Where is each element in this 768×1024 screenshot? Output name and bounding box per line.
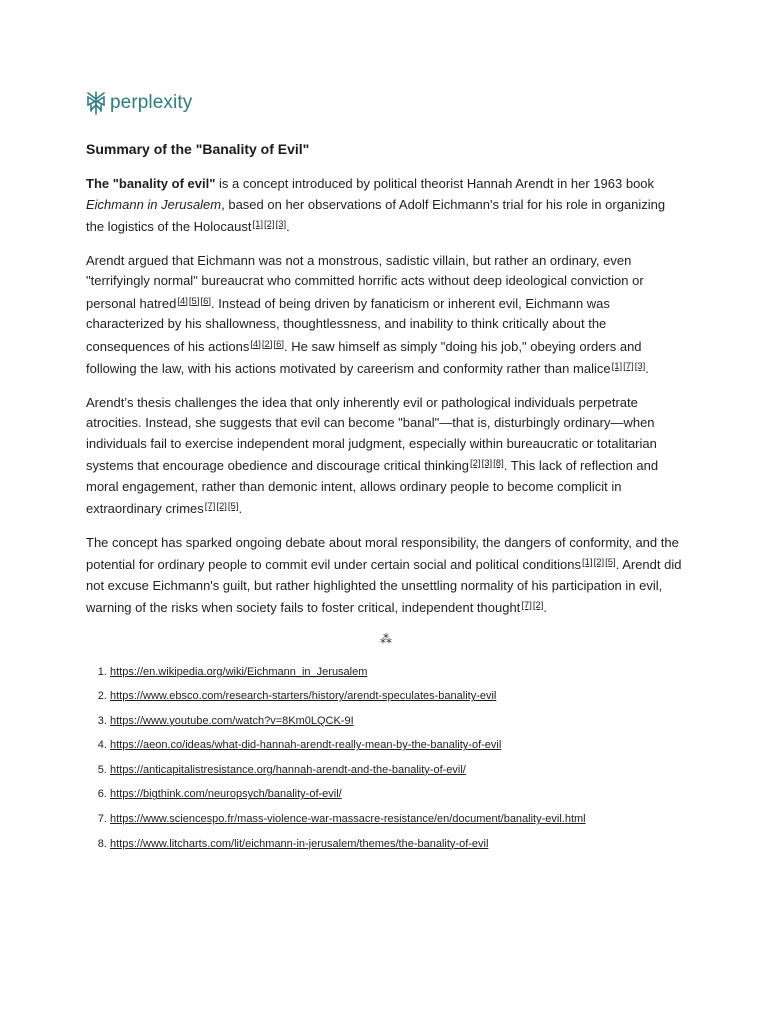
citation-link[interactable]: [7] <box>521 600 532 611</box>
citation-link[interactable]: [4] <box>250 338 261 350</box>
reference-item <box>110 665 686 690</box>
perplexity-logo-icon <box>85 90 107 116</box>
citation-link[interactable]: [2] <box>264 219 275 230</box>
citation-link[interactable]: [3] <box>634 361 646 372</box>
citation-link[interactable]: [1] <box>252 219 264 230</box>
reference-item <box>110 714 686 739</box>
term-bold: The "banality of evil" <box>86 176 216 191</box>
citation-link[interactable]: [5] <box>188 295 200 307</box>
reference-item <box>110 689 686 714</box>
references-list <box>86 665 686 862</box>
citation-link[interactable]: [7] <box>623 361 634 372</box>
reference-item <box>110 738 686 763</box>
paragraph-eichmann: Arendt argued that Eichmann was not a monstrous, sadistic villain, but rather an ordinary, even "terrifyingly normal" bureaucrat who committed horrific acts without deep ideological conviction or personal hatred[4][5][6]. Instead of being driven by fanaticism or inherent evil, Eichmann was characterized by his shallowness, thoughtlessness, and inability to think critically about the consequences of his actions[4][2][6]. He saw himself as simply "doing his job," obeying orders and following the law, with his actions motivated by careerism and conformity rather than malice[1][7][3]. <box>86 252 649 376</box>
citation-link[interactable]: [6] <box>273 338 285 350</box>
reference-link[interactable]: https://www.litcharts.com/lit/eichmann-in-jerusalem/themes/the-banality-of-evil <box>110 837 489 850</box>
paragraph-intro: The "banality of evil" is a concept introduced by political theorist Hannah Arendt in her 1963 book Eichmann in Jerusalem, based on her observations of Adolf Eichmann's trial for his role in organizing the logistics of the Holocaust[1][2][3]. <box>86 176 666 234</box>
citation-link[interactable]: [8] <box>493 458 504 469</box>
citation-link[interactable]: [1] <box>582 557 593 568</box>
citation-link[interactable]: [2] <box>532 600 544 611</box>
citation-link[interactable]: [4] <box>177 295 188 307</box>
citation-link[interactable]: [5] <box>227 501 239 512</box>
citation-link[interactable]: [2] <box>261 338 273 350</box>
citation-link[interactable]: [2] <box>216 501 227 512</box>
citation-link[interactable]: [2] <box>593 557 605 568</box>
citation-link[interactable]: [3] <box>275 219 287 230</box>
paragraph-thesis: Arendt’s thesis challenges the idea that only inherently evil or pathological individuals perpetrate atrocities. Instead, she suggests that evil can become "banal"—that is, disturbingly ordinary—when individuals fail to exercise independent moral judgment, especially within bureaucratic or totalitarian systems that encourage obedience and discourage critical thinking[2][3][8]. This lack of reflection and moral engagement, rather than demonic intent, allows ordinary people to become complicit in extraordinary crimes[7][2][5]. <box>86 394 659 516</box>
reference-link[interactable]: https://aeon.co/ideas/what-did-hannah-arendt-really-mean-by-the-banality-of-evil <box>110 739 502 752</box>
citation-link[interactable]: [7] <box>204 501 216 512</box>
reference-item <box>110 787 686 812</box>
reference-item <box>110 763 686 788</box>
reference-link[interactable]: https://en.wikipedia.org/wiki/Eichmann_in_Jerusalem <box>110 665 368 678</box>
logo-wordmark: perplexity <box>110 92 193 113</box>
citation-link[interactable]: [2] <box>470 458 481 469</box>
citation-link[interactable]: [6] <box>200 295 212 307</box>
reference-link[interactable]: https://www.youtube.com/watch?v=8Km0LQCK-9I <box>110 714 354 727</box>
citation-link[interactable]: [3] <box>481 458 493 469</box>
perplexity-logo <box>85 90 192 116</box>
book-title: Eichmann in Jerusalem <box>86 196 222 212</box>
answer-content <box>86 141 686 861</box>
reference-link[interactable]: https://bigthink.com/neuropsych/banality-of-evil/ <box>110 788 342 801</box>
asterism-separator: ⁂ <box>380 631 392 646</box>
reference-item <box>110 812 686 837</box>
reference-item <box>110 837 686 862</box>
reference-link[interactable]: https://anticapitalistresistance.org/hannah-arendt-and-the-banality-of-evil/ <box>110 763 466 776</box>
paragraph-debate: The concept has sparked ongoing debate about moral responsibility, the dangers of conformity, and the potential for ordinary people to commit evil under certain social and political conditions[1][2][5]. Arendt did not excuse Eichmann's guilt, but rather highlighted the unsettling normality of his participation in evil, warning of the risks when society fails to foster critical, independent thought[7][2]. <box>86 534 682 615</box>
citation-link[interactable]: [5] <box>605 557 616 568</box>
citation-link[interactable]: [1] <box>611 361 623 372</box>
reference-link[interactable]: https://www.ebsco.com/research-starters/history/arendt-speculates-banality-evil <box>110 690 497 703</box>
reference-link[interactable]: https://www.sciencespo.fr/mass-violence-war-massacre-resistance/en/document/banality-evil.html <box>110 813 586 826</box>
page-title: Summary of the "Banality of Evil" <box>86 141 310 157</box>
